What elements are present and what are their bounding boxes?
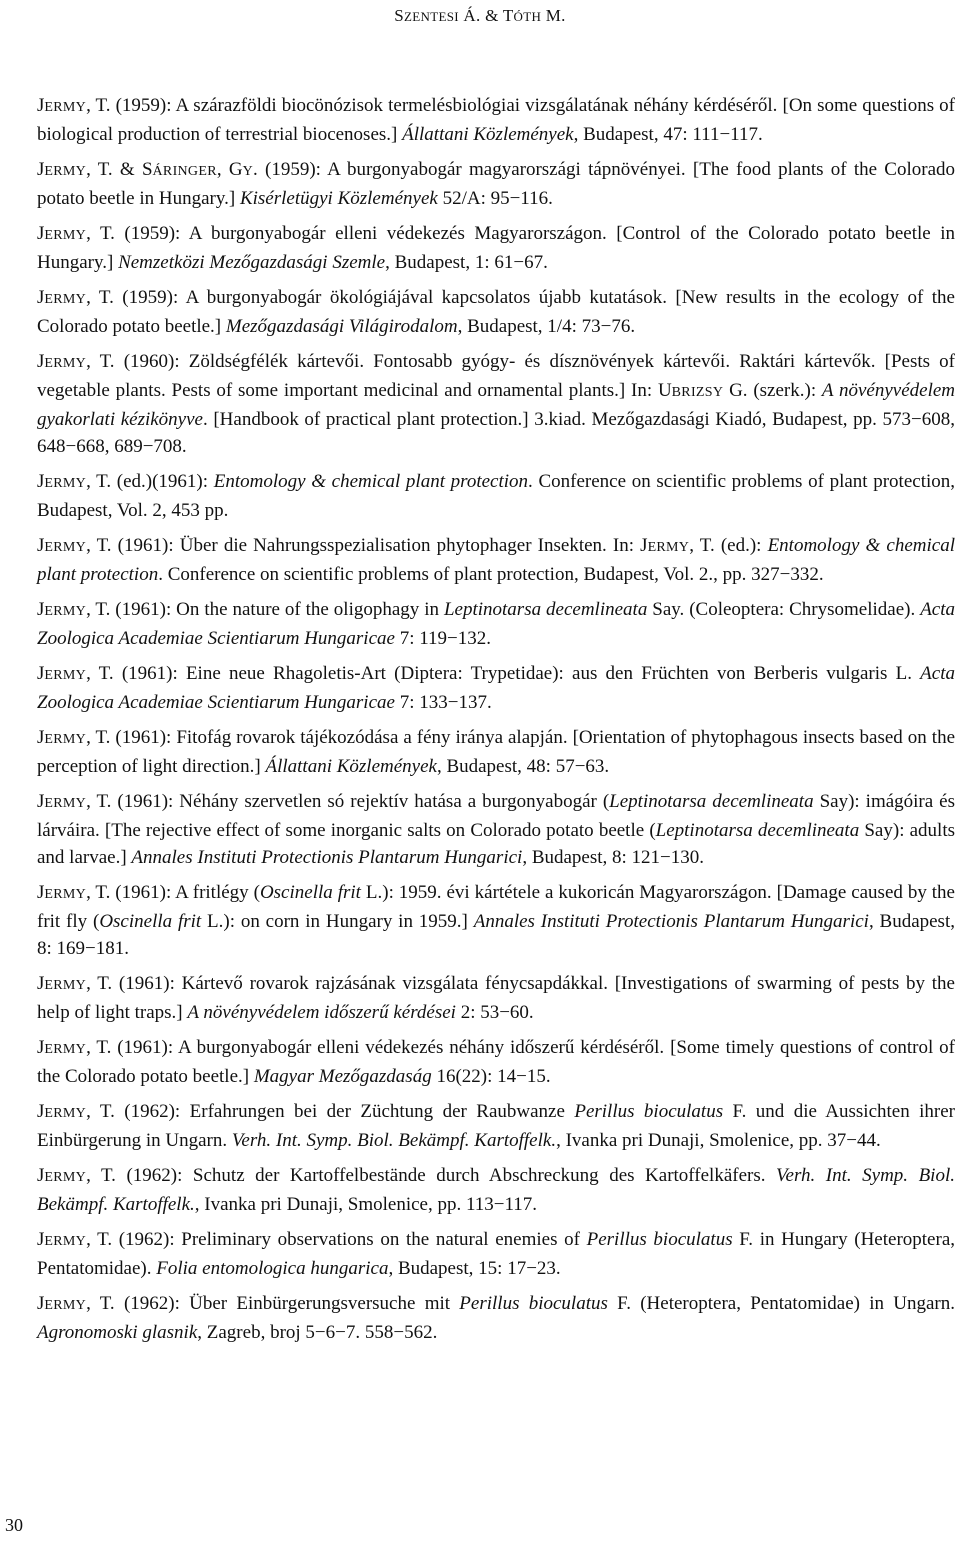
reference-text: ÁRINGER xyxy=(152,164,217,179)
reference-text: J xyxy=(37,1101,45,1122)
reference-text: J xyxy=(37,223,45,244)
page-number: 30 xyxy=(5,1515,23,1535)
reference-italic-text: Nemzetközi Mezőgazdasági Szemle xyxy=(118,252,386,273)
reference-italic-text: Agronomoski glasnik xyxy=(37,1322,198,1343)
reference-text: ERMY xyxy=(44,668,87,683)
reference-entry xyxy=(37,788,955,871)
reference-entry xyxy=(37,596,955,652)
reference-italic-text: Acta Zoologica Academiae Scientiarum Hungaricae xyxy=(37,663,955,713)
reference-italic-text: Kisérletügyi Közlemények xyxy=(239,188,438,209)
reference-text: , T. (1961): On the nature of the oligophagy in xyxy=(86,599,444,620)
reference-text: J xyxy=(37,287,45,308)
reference-text: , Budapest, 15: 17−23. xyxy=(388,1258,561,1279)
reference-text: J xyxy=(37,791,45,812)
reference-list xyxy=(37,92,955,1354)
reference-text: , T. (1959): A burgonyabogár ökológiájával kapcsolatos újabb kutatások. [New results in the ecology of the Colorado potato beetle.] xyxy=(37,287,955,337)
reference-text: , T. (1961): A fritlégy ( xyxy=(86,882,260,903)
reference-entry xyxy=(37,532,955,588)
reference-entry xyxy=(37,220,955,276)
reference-text: ERMY xyxy=(44,796,87,811)
reference-text: , T. (1962): Schutz der Kartoffelbestände durch Abschreckung des Kartoffelkäfers. xyxy=(86,1165,777,1186)
reference-text: F. (Heteroptera, Pentatomidae) in Ungarn. xyxy=(607,1293,955,1314)
reference-text: , Budapest, 8: 121−130. xyxy=(522,847,705,868)
reference-text: 7: 119−132. xyxy=(394,628,491,649)
reference-text: ERMY xyxy=(44,540,87,555)
reference-text: L.): 1959. évi kártétele a kukoricán Magyarországon. [Damage caused by the frit fly ( xyxy=(37,882,955,932)
reference-text: J xyxy=(37,535,45,556)
reference-entry xyxy=(37,468,955,524)
reference-entry xyxy=(37,1290,955,1346)
reference-text: , G xyxy=(216,159,243,180)
reference-text: . Conference on scientific problems of plant protection, Budapest, Vol. 2, 453 pp. xyxy=(37,471,956,521)
reference-text: ERMY xyxy=(44,604,87,619)
reference-text: J xyxy=(37,471,45,492)
reference-text: , T. (1961): Kártevő rovarok rajzásának vizsgálata fénycsapdákkal. [Investigations of swarming of pests by the help of light traps.] xyxy=(37,973,955,1023)
reference-text: ERMY xyxy=(44,732,87,747)
reference-text: ERMY xyxy=(647,540,690,555)
reference-entry xyxy=(37,284,955,340)
reference-text: , T. (1961): Über die Nahrungsspezialisation phytophager Insekten. In: J xyxy=(86,535,648,556)
reference-italic-text: Állattani Közlemények xyxy=(402,124,574,145)
reference-italic-text: Entomology & chemical plant protection xyxy=(37,535,956,585)
reference-text: J xyxy=(37,351,45,372)
reference-italic-text: Verh. Int. Symp. Biol. Bekämpf. Kartoffelk. xyxy=(37,1165,955,1215)
reference-text: J xyxy=(37,95,45,116)
reference-italic-text: Leptinotarsa decemlineata xyxy=(443,599,648,620)
reference-italic-text: A növényvédelem időszerű kérdései xyxy=(187,1002,456,1023)
reference-entry xyxy=(37,1226,955,1282)
reference-entry xyxy=(37,348,955,460)
reference-text: 52/A: 95−116. xyxy=(437,188,553,209)
reference-text: , T. (1959): A burgonyabogár elleni védekezés Magyarországon. [Control of the Colorado potato beetle in Hungary.] xyxy=(37,223,955,273)
reference-text: , Budapest, 1/4: 73−76. xyxy=(457,316,636,337)
reference-italic-text: Oscinella frit xyxy=(99,911,202,932)
reference-text: F. und die Aussichten ihrer Einbürgerung in Ungarn. xyxy=(37,1101,956,1151)
reference-text: J xyxy=(37,727,45,748)
reference-italic-text: Acta Zoologica Academiae Scientiarum Hungaricae xyxy=(37,599,956,649)
reference-text: , T. (ed.)(1961): xyxy=(86,471,214,492)
reference-entry xyxy=(37,92,955,148)
reference-text: Say. (Coleoptera: Chrysomelidae). xyxy=(647,599,921,620)
reference-text: 7: 133−137. xyxy=(394,692,492,713)
reference-text: ERMY xyxy=(44,1234,87,1249)
reference-italic-text: Entomology & chemical plant protection xyxy=(213,471,529,492)
reference-text: ERMY xyxy=(44,1298,87,1313)
reference-text: , Zagreb, broj 5−6−7. 558−562. xyxy=(197,1322,438,1343)
reference-text: , T. (1962): Erfahrungen bei der Züchtung der Raubwanze xyxy=(86,1101,575,1122)
reference-italic-text: Leptinotarsa decemlineata xyxy=(655,820,860,841)
reference-entry xyxy=(37,660,955,716)
reference-text: , T. (1961): A burgonyabogár elleni védekezés néhány időszerű kérdéséről. [Some timely questions of control of the Colorado potato beetle.] xyxy=(37,1037,955,1087)
reference-entry xyxy=(37,1162,955,1218)
reference-text: Say): imágóira és lárváira. [The rejective effect of some inorganic salts on Colorado potato beetle ( xyxy=(37,791,956,841)
reference-text: ERMY xyxy=(44,164,87,179)
reference-text: , Ivanka pri Dunaji, Smolenice, pp. 37−44. xyxy=(556,1130,881,1151)
reference-entry xyxy=(37,879,955,962)
reference-text: , T. (1961): Fitofág rovarok tájékozódása a fény iránya alapján. [Orientation of phytophagous insects based on the perception of light direction.] xyxy=(37,727,955,777)
reference-text: , Budapest, 1: 61−67. xyxy=(385,252,548,273)
reference-text: 16(22): 14−15. xyxy=(431,1066,551,1087)
reference-text: ERMY xyxy=(44,476,87,491)
reference-text: ERMY xyxy=(44,228,87,243)
reference-text: , Ivanka pri Dunaji, Smolenice, pp. 113−117. xyxy=(194,1194,538,1215)
reference-entry xyxy=(37,970,955,1026)
reference-italic-text: Leptinotarsa decemlineata xyxy=(609,791,814,812)
reference-text: ERMY xyxy=(44,100,87,115)
reference-italic-text: Annales Instituti Protectionis Plantarum Hungarici xyxy=(473,911,869,932)
running-header: SZENTESI Á. & TÓTH M. xyxy=(394,6,566,25)
reference-text: . (1959): A burgonyabogár magyarországi tápnövényei. [The food plants of the Colorado potato beetle in Hungary.] xyxy=(37,159,955,209)
reference-text: , T. (1962): Preliminary observations on the natural enemies of xyxy=(86,1229,587,1250)
reference-text: J xyxy=(37,663,45,684)
reference-text: J xyxy=(37,882,45,903)
reference-text: J xyxy=(37,1165,45,1186)
reference-text: J xyxy=(37,1229,45,1250)
reference-text: , T. (1961): Eine neue Rhagoletis-Art (Diptera: Trypetidae): aus den Früchten von Berberis vulgaris L. xyxy=(86,663,921,684)
reference-text: ERMY xyxy=(44,1170,87,1185)
reference-entry xyxy=(37,1034,955,1090)
reference-italic-text: Magyar Mezőgazdaság xyxy=(253,1066,432,1087)
reference-text: J xyxy=(37,1293,45,1314)
reference-italic-text: Oscinella frit xyxy=(259,882,361,903)
reference-text: ERMY xyxy=(44,1042,87,1057)
reference-italic-text: Annales Instituti Protectionis Plantarum Hungarici xyxy=(131,847,523,868)
reference-text: L.): on corn in Hungary in 1959.] xyxy=(201,911,474,932)
reference-text: ERMY xyxy=(44,887,87,902)
reference-italic-text: Perillus bioculatus xyxy=(586,1229,733,1250)
reference-text: J xyxy=(37,973,45,994)
reference-italic-text: A növényvédelem gyakorlati kézikönyve xyxy=(37,380,955,430)
reference-text: , Budapest, 47: 111−117. xyxy=(573,124,763,145)
reference-text: J xyxy=(37,1037,45,1058)
reference-italic-text: Mezőgazdasági Világirodalom xyxy=(225,316,458,337)
reference-text: J xyxy=(37,159,45,180)
reference-text: 2: 53−60. xyxy=(455,1002,534,1023)
reference-entry xyxy=(37,724,955,780)
reference-text: , T. (1960): Zöldségfélék kártevői. Fontosabb gyógy- és dísznövények kártevői. Raktári kártevők. [Pests of vegetable plants. Pests of some important medicinal and ornamental plants.] In: U xyxy=(37,351,955,401)
reference-text: , T. (1962): Über Einbürgerungsversuche mit xyxy=(86,1293,460,1314)
reference-text: ERMY xyxy=(44,978,87,993)
reference-text: , T. (ed.): xyxy=(689,535,768,556)
reference-text: G. (szerk.): xyxy=(723,380,822,401)
reference-text: BRIZSY xyxy=(671,385,724,400)
reference-entry xyxy=(37,1098,955,1154)
reference-italic-text: Állattani Közlemények xyxy=(265,756,437,777)
reference-text: , Budapest, 8: 169−181. xyxy=(37,911,955,959)
reference-text: , Budapest, 48: 57−63. xyxy=(436,756,610,777)
reference-text: ERMY xyxy=(44,1106,87,1121)
reference-text: ERMY xyxy=(44,356,87,371)
reference-text: . [Handbook of practical plant protection.] 3.kiad. Mezőgazdasági Kiadó, Budapest, pp. 573−608, 648−668, 689−708. xyxy=(37,409,955,457)
reference-text: , T. (1959): A szárazföldi biocönózisok termelésbiológiai vizsgálatának néhány kérdéséről. [On some questions of biological production of terrestrial biocenoses.] xyxy=(37,95,955,145)
reference-text: Say): adults and larvae.] xyxy=(37,820,955,868)
reference-text: , T. (1961): Néhány szervetlen só rejektív hatása a burgonyabogár ( xyxy=(86,791,610,812)
reference-text: . Conference on scientific problems of plant protection, Budapest, Vol. 2., pp. 327−332. xyxy=(158,564,824,585)
reference-text: J xyxy=(37,599,45,620)
reference-italic-text: Perillus bioculatus xyxy=(574,1101,724,1122)
reference-italic-text: Verh. Int. Symp. Biol. Bekämpf. Kartoffelk. xyxy=(231,1130,557,1151)
reference-entry xyxy=(37,156,955,212)
reference-text: Y xyxy=(242,164,253,179)
reference-italic-text: Perillus bioculatus xyxy=(459,1293,608,1314)
reference-italic-text: Folia entomologica hungarica xyxy=(156,1258,389,1279)
reference-text: , T. & S xyxy=(86,159,153,180)
reference-text: ERMY xyxy=(44,292,87,307)
reference-text: F. in Hungary (Heteroptera, Pentatomidae). xyxy=(37,1229,955,1279)
